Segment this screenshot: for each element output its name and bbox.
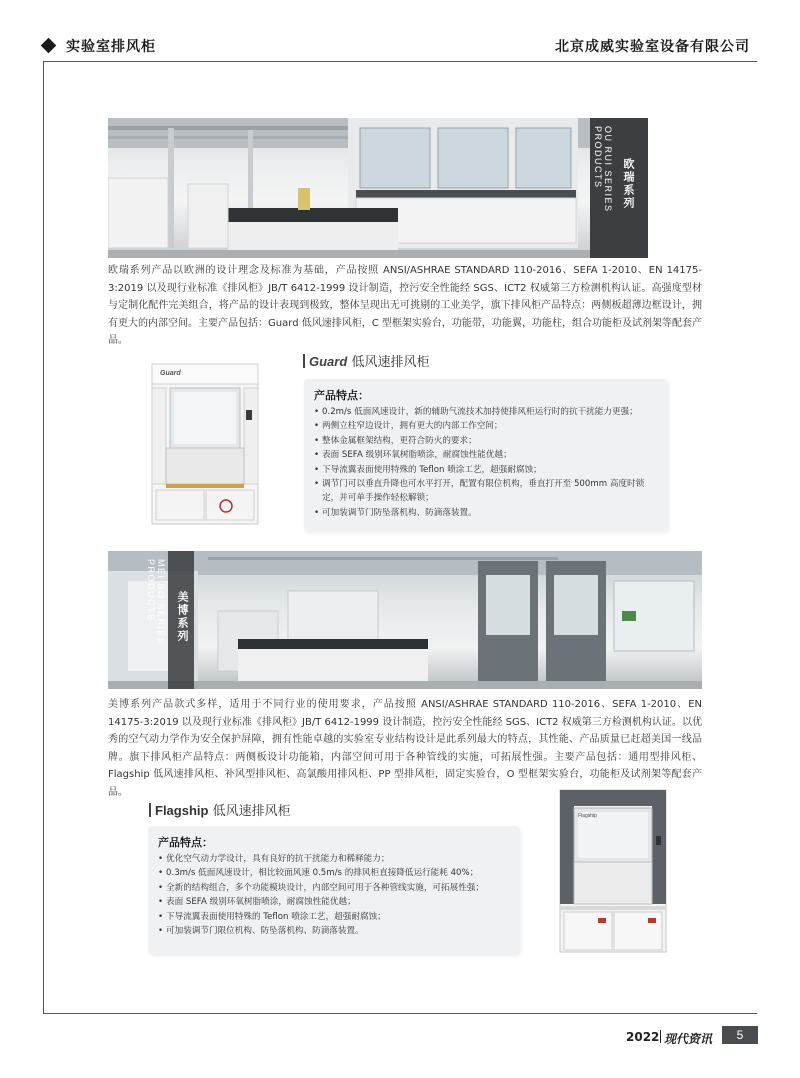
feature-item: • 下导流翼表面使用特殊的 Teflon 喷涂工艺，超强耐腐蚀；: [158, 910, 509, 924]
feature-item: • 0.2m/s 低面风速设计，新的辅助气流技术加持使排风柜运行时的抗干扰能力更强；: [314, 405, 657, 419]
meibo-lab-photo: [108, 551, 702, 689]
fume-hood-illustration: [556, 786, 670, 956]
guard-brand-name: Guard: [309, 354, 348, 369]
title-bar-icon: [149, 803, 151, 817]
guard-features-list: [314, 405, 657, 520]
guard-product-name: 低风速排风柜: [351, 355, 430, 370]
header-rule: [43, 61, 757, 62]
frame-bottom-rule: [43, 1013, 757, 1014]
features-heading: 产品特点：: [314, 389, 369, 402]
flagship-features-list: [158, 852, 509, 938]
series-cn-label: 美博系列: [176, 591, 189, 643]
guard-product-title: [303, 351, 429, 370]
lab-scene-illustration: [108, 551, 702, 689]
flagship-product-title: [149, 800, 291, 819]
feature-item: • 可加装调节门防坠落机构、防滴落装置。: [314, 506, 657, 520]
guard-brand-mark: Guard: [160, 370, 181, 377]
ourui-description: 欧瑞系列产品以欧洲的设计理念及标准为基础，产品按照 ANSI/ASHRAE STANDARD 110-2016、SEFA 1-2010、EN 14175-3:2019 以及现行业标准《排风柜》JB/T 6412-1999 设计制造，控污安全性能经 SGS、ICT2 权威第三方检测机构认证。高强度型材与定制化配件完美组合，将产品的设计表现到极致，整体呈现出无可挑剔的工业美学，旗下排风柜产品特点：两侧板超薄边框设计，拥有更大的内部空间。主要产品包括：Guard 低风速排风柜，C 型框架实验台，功能带，功能翼，功能柱，组合功能柜及试剂架等配套产品。: [108, 265, 702, 346]
flagship-brand-name: Flagship: [155, 803, 209, 818]
flagship-brand-mark: Flagship: [578, 813, 597, 819]
feature-item: • 0.3m/s 低面风速设计，相比较面风速 0.5m/s 的排风柜直接降低运行能耗 40%；: [158, 866, 509, 880]
page-header: [0, 0, 800, 64]
flagship-fume-hood-image: [556, 786, 670, 956]
feature-item: • 调节门可以垂直升降也可水平打开，配置有限位机构，垂直打开至 500mm 高度时锁定，并可单手操作轻松解锁；: [314, 477, 657, 506]
features-heading: 产品特点：: [158, 836, 213, 849]
series-en-label: MEI BO SERIES PRODUCTS: [146, 559, 166, 646]
guard-fume-hood-image: [146, 360, 264, 528]
meibo-description: 美博系列产品款式多样，适用于不同行业的使用要求，产品按照 ANSI/ASHRAE STANDARD 110-2016、SEFA 1-2010、EN 14175-3:2019 以及现行业标准《排风柜》JB/T 6412-1999 设计制造，控污安全性能经 SGS、ICT2 权威第三方检测机构认证。以优秀的空气动力学作为安全保护屏障，拥有性能卓越的实验室专业结构设计是此系列最大的特点，其性能、产品质量已赶超美国一线品牌。旗下排风柜产品特点：两侧板设计功能箱，内部空间可用于各种管线的实施，可拓展性强。主要产品包括：通用型排风柜、Flagship 低风速排风柜、补风型排风柜、高氯酸用排风柜、PP 型排风柜，固定实验台，O 型框架实验台，功能柜及试剂架等配套产品。: [108, 699, 702, 798]
footer-separator: [660, 1030, 661, 1043]
feature-item: • 下导流翼表面使用特殊的 Teflon 喷涂工艺，超强耐腐蚀；: [314, 463, 657, 477]
feature-item: • 两侧立柱窄边设计，拥有更大的内部工作空间；: [314, 419, 657, 433]
ourui-lab-photo: [108, 118, 648, 258]
lab-scene-illustration: [108, 118, 648, 258]
company-name: 北京成威实验室设备有限公司: [555, 39, 750, 55]
series-en-label: OU RUI SERIES PRODUCTS: [593, 126, 613, 213]
guard-features-box: [304, 379, 667, 531]
feature-item: • 表面 SEFA 级别环氧树脂喷涂，耐腐蚀性能优越；: [158, 895, 509, 909]
magazine-name: 现代资讯: [664, 1032, 713, 1046]
fume-hood-illustration: [146, 360, 264, 528]
frame-left-rule: [43, 61, 44, 1013]
footer-year: 2022: [626, 1030, 660, 1044]
page-number: 5: [722, 1026, 758, 1044]
feature-item: • 整体金属框架结构，更符合防火的要求；: [314, 434, 657, 448]
flagship-features-box: [148, 826, 519, 954]
title-bar-icon: [303, 354, 305, 368]
feature-item: • 优化空气动力学设计，具有良好的抗干扰能力和稀释能力；: [158, 852, 509, 866]
series-cn-label: 欧瑞系列: [622, 158, 635, 210]
section-title: 实验室排风柜: [66, 39, 156, 55]
diamond-bullet-icon: [41, 38, 57, 54]
flagship-product-name: 低风速排风柜: [212, 804, 291, 819]
feature-item: • 可加装调节门限位机构、防坠落机构、防滴落装置。: [158, 924, 509, 938]
feature-item: • 表面 SEFA 级别环氧树脂喷涂，耐腐蚀性能优越；: [314, 448, 657, 462]
feature-item: • 全新的结构组合，多个功能模块设计，内部空间可用于各种管线实施，可拓展性强；: [158, 881, 509, 895]
